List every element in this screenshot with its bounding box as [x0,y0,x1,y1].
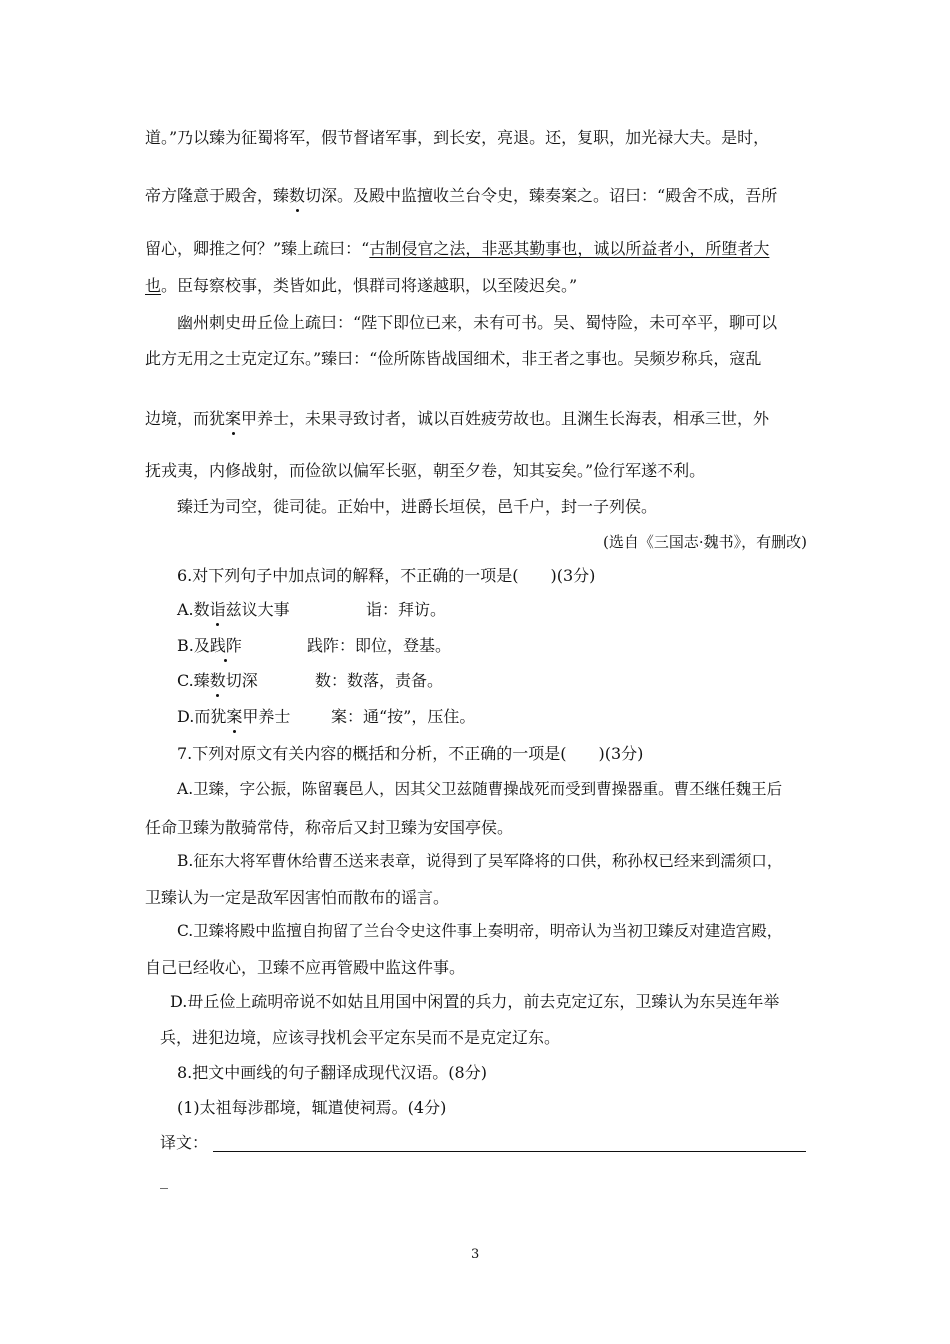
question-7-option-b: B.征东大将军曹休给曹丕送来表章，说得到了吴军降将的口供，称孙权已经来到濡须口， [177,852,783,870]
question-7-option-b-cont: 卫臻认为一定是敌军因害怕而散布的谣言。 [145,888,450,907]
question-6-stem: 6.对下列句子中加点词的解释，不正确的一项是( )(3分) [177,566,596,585]
emphasis-dot-word: 数 [209,671,226,690]
passage-line: 道。”乃以臻为征蜀将军，假节督诸军事，到长安，亮退。还，复职，加光禄大夫。是时， [145,128,770,147]
question-6-option-c-explanation: 数：数落，责备。 [315,671,444,690]
emphasis-dot-word: 案 [226,707,243,726]
question-7-option-c: C.卫臻将殿中监擅自拘留了兰台令史这件事上奏明帝，明帝认为当初卫臻反对建造宫殿， [177,922,783,940]
passage-line: 幽州刺史毌丘俭上疏曰：“陛下即位已来，未有可书。吴、蜀恃险，未可卒平，聊可以 [177,313,778,332]
emphasis-dot-word: 践阼 [209,636,242,655]
emphasis-dot-word: 案 [225,409,242,428]
question-7-option-a: A.卫臻，字公振，陈留襄邑人，因其父卫兹随曹操战死而受到曹操器重。曹丕继任魏王后 [177,780,783,798]
question-7-stem: 7.下列对原文有关内容的概括和分析，不正确的一项是( )(3分) [177,744,644,763]
question-8-sub-1: (1)太祖每涉郡境，辄遣使祠焉。(4分) [177,1098,447,1117]
question-6-option-a-explanation: 诣：拜访。 [366,600,447,619]
question-7-option-c-cont: 自己已经收心，卫臻不应再管殿中监这件事。 [145,958,466,977]
question-7-option-d: D.毌丘俭上疏明帝说不如姑且用国中闲置的兵力，前去克定辽东，卫臻认为东吴连年举 [170,992,780,1011]
underlined-sentence: 古制侵官之法，非恶其勤事也，诚以所益者小，所堕者大 [369,239,770,258]
question-6-option-d-explanation: 案：通“按”，压住。 [331,707,476,726]
source-citation: (选自《三国志·魏书》，有删改) [603,533,807,551]
question-6-option-d: D.而犹案甲养士 [177,707,291,726]
passage-line: 此方无用之士克定辽东。”臻曰：“俭所陈皆战国细术，非王者之事也。吴频岁称兵，寇乱 [145,349,762,368]
question-6-option-b: B.及践阼 [177,636,242,655]
page-number: 3 [471,1247,480,1262]
question-6-option-b-explanation: 践阼：即位，登基。 [307,636,452,655]
question-7-option-a-cont: 任命卫臻为散骑常侍，称帝后又封卫臻为安国亭侯。 [145,818,514,837]
passage-line: 留心，卿推之何？”臻上疏曰：“古制侵官之法，非恶其勤事也，诚以所益者小，所堕者大 [145,239,770,258]
underlined-sentence: 也 [145,276,162,295]
emphasis-dot-word: 诣 [209,600,226,619]
translation-answer-line[interactable] [213,1151,806,1152]
passage-line: 也。臣每察校事，类皆如此，惧群司将遂越职，以至陵迟矣。” [145,276,578,295]
question-8-stem: 8.把文中画线的句子翻译成现代汉语。(8分) [177,1063,487,1082]
translation-label: 译文： [160,1133,209,1152]
passage-line: 帝方隆意于殿舍，臻数切深。及殿中监擅收兰台令史，臻奏案之。诏曰：“殿舍不成，吾所 [145,186,778,205]
question-7-option-d-cont: 兵，进犯边境，应该寻找机会平定东吴而不是克定辽东。 [160,1028,561,1047]
passage-line: 边境，而犹案甲养士，未果寻致讨者，诚以百姓疲劳故也。且渊生长海表，相承三世，外 [145,409,770,428]
passage-line: 抚戎夷，内修战射，而俭欲以偏军长驱，朝至夕卷，知其妄矣。”俭行军遂不利。 [145,461,706,480]
passage-line: 臻迁为司空，徙司徒。正始中，进爵长垣侯，邑千户，封一子列侯。 [177,497,658,516]
question-6-option-c: C.臻数切深 [177,671,258,690]
emphasis-dot-word: 数 [289,186,306,205]
question-6-option-a: A.数诣兹议大事 [177,600,290,619]
translation-answer-tail: _ [160,1170,168,1189]
